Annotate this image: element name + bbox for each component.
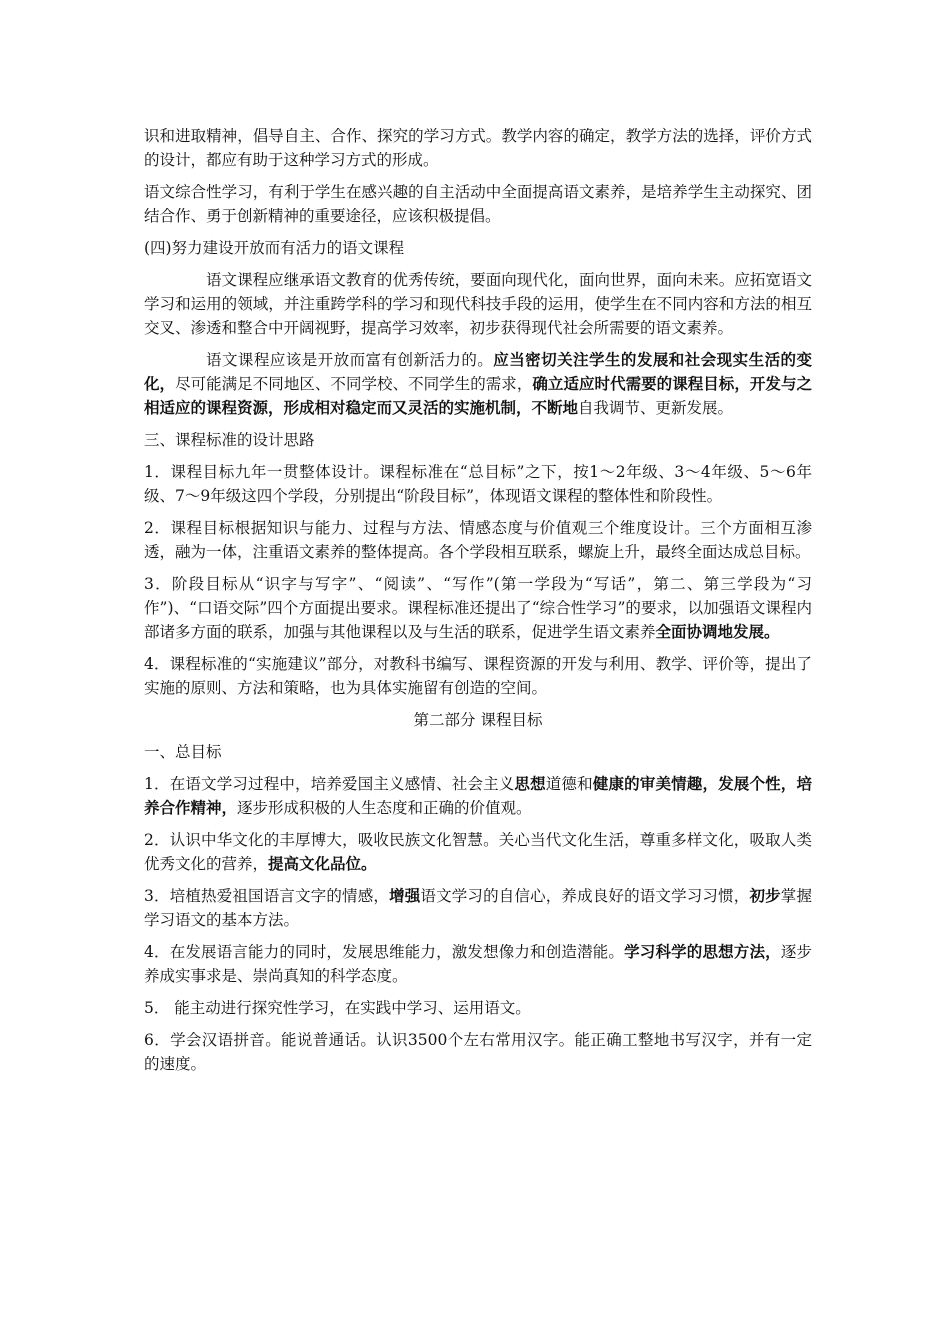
paragraph-heading-4 (144, 236, 812, 260)
paragraph-g3 (144, 884, 812, 932)
text-run: 掌握学习语文的基本方法。 (144, 887, 812, 929)
text-run: 语文学习的自信心，养成良好的语文学习习惯， (420, 887, 750, 905)
bold-text-run: 思想 (514, 774, 546, 793)
paragraph-g1 (144, 772, 812, 820)
paragraph-g6 (144, 1028, 812, 1076)
paragraph-heading-3 (144, 428, 812, 452)
bold-text-run: 全面协调地发展。 (655, 622, 780, 641)
paragraph-p1 (144, 124, 812, 172)
text-run: 自我调节、更新发展。 (578, 399, 734, 417)
paragraph-p3 (144, 268, 812, 340)
text-run: 5． 能主动进行探究性学习，在实践中学习、运用语文。 (144, 999, 531, 1017)
bold-text-run: 提高文化品位。 (268, 854, 377, 873)
text-run: 语文综合性学习，有利于学生在感兴趣的自主活动中全面提高语文素养，是培养学生主动探究、团结合作、勇于创新精神的重要途径，应该积极提倡。 (144, 183, 812, 225)
text-run: 一、总目标 (144, 743, 222, 761)
paragraph-p5 (144, 460, 812, 508)
bold-text-run: 健康的审美情趣，发展个性，培养合作精神， (144, 774, 812, 817)
text-run: 1．在语文学习过程中，培养爱国主义感情、社会主义 (144, 775, 515, 793)
paragraph-p8 (144, 652, 812, 700)
paragraph-heading-1 (144, 740, 812, 764)
text-run: 2．认识中华文化的丰厚博大，吸收民族文化智慧。关心当代文化生活，尊重多样文化，吸取人类优秀文化的营养， (144, 831, 812, 873)
document-body (144, 124, 812, 1084)
text-run: 3．阶段目标从“识字与写字”、“阅读”、“写作”(第一学段为“写话”，第二、第三学段为“习作”)、“口语交际”四个方面提出要求。课程标准还提出了“综合性学习”的要求，以加强语文课程内部诸多方面的联系，加强与其他课程以及与生活的联系，促进学生语文素养 (144, 575, 812, 641)
paragraph-g4 (144, 940, 812, 988)
text-run: 3．培植热爱祖国语言文字的情感， (144, 887, 390, 905)
bold-text-run: 应当密切关注学生的发展和社会现实生活的变化， (144, 350, 812, 393)
text-run: 尽可能满足不同地区、不同学校、不同学生的需求， (175, 375, 533, 393)
bold-text-run: 学习科学的思想方法， (624, 942, 781, 961)
paragraph-g2 (144, 828, 812, 876)
bold-text-run: 确立适应时代需要的课程目标，开发与之相适应的课程资源，形成相对稳定而又灵活的实施机制，不断地 (144, 374, 812, 417)
bold-text-run: 增强 (389, 886, 421, 905)
text-run: (四)努力建设开放而有活力的语文课程 (144, 239, 405, 257)
text-run: 逐步形成积极的人生态度和正确的价值观。 (237, 799, 532, 817)
paragraph-g5 (144, 996, 812, 1020)
text-run: 道德和 (545, 775, 593, 793)
text-run: 识和进取精神，倡导自主、合作、探究的学习方式。教学内容的确定，教学方法的选择，评价方式的设计，都应有助于这种学习方式的形成。 (144, 127, 812, 169)
paragraph-part-title (144, 708, 812, 732)
text-run: 逐步养成实事求是、崇尚真知的科学态度。 (144, 943, 812, 985)
bold-text-run: 初步 (749, 886, 781, 905)
text-run: 语文课程应继承语文教育的优秀传统，要面向现代化，面向世界，面向未来。应拓宽语文学习和运用的领域，并注重跨学科的学习和现代科技手段的运用，使学生在不同内容和方法的相互交叉、渗透和整合中开阔视野，提高学习效率，初步获得现代社会所需要的语文素养。 (144, 271, 812, 337)
paragraph-p6 (144, 516, 812, 564)
text-run: 1．课程目标九年一贯整体设计。课程标准在“总目标”之下，按1～2年级、3～4年级、5～6年级、7～9年级这四个学段，分别提出“阶段目标”，体现语文课程的整体性和阶段性。 (144, 463, 812, 505)
text-run: 4．课程标准的“实施建议”部分，对教科书编写、课程资源的开发与利用、教学、评价等，提出了实施的原则、方法和策略，也为具体实施留有创造的空间。 (144, 655, 812, 697)
text-run: 语文课程应该是开放而富有创新活力的。 (206, 351, 494, 369)
text-run: 6．学会汉语拼音。能说普通话。认识3500个左右常用汉字。能正确工整地书写汉字，并有一定的速度。 (144, 1031, 812, 1073)
text-run: 第二部分 课程目标 (413, 711, 543, 729)
paragraph-p7 (144, 572, 812, 644)
text-run: 三、课程标准的设计思路 (144, 431, 315, 449)
paragraph-p2 (144, 180, 812, 228)
paragraph-p4 (144, 348, 812, 420)
text-run: 4．在发展语言能力的同时，发展思维能力，激发想像力和创造潜能。 (144, 943, 625, 961)
text-run: 2．课程目标根据知识与能力、过程与方法、情感态度与价值观三个维度设计。三个方面相互渗透，融为一体，注重语文素养的整体提高。各个学段相互联系，螺旋上升，最终全面达成总目标。 (144, 519, 812, 561)
